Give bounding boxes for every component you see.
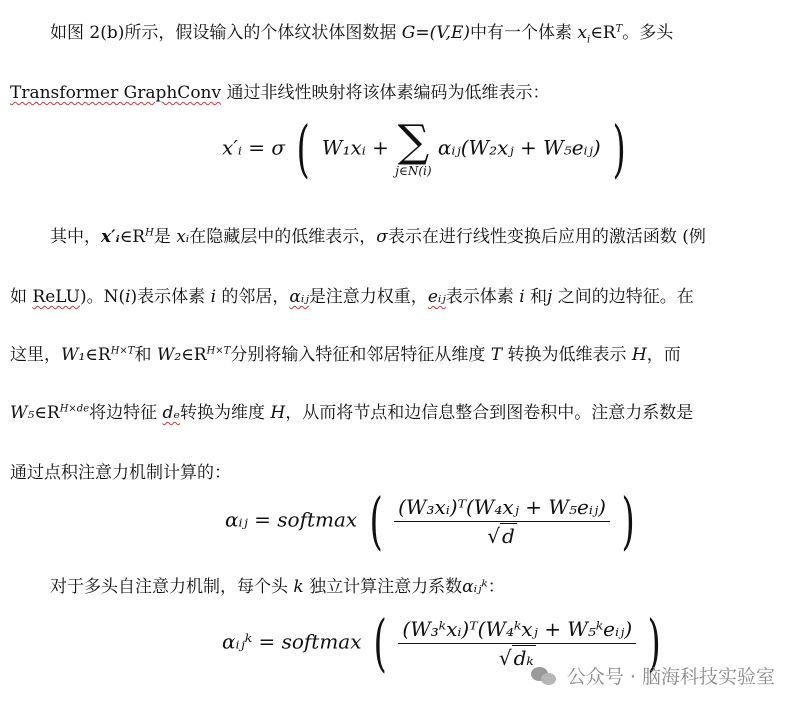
paragraph-2-line-1 xyxy=(50,222,795,247)
text: 转换为低维表示 xyxy=(502,345,632,365)
text: 和 xyxy=(134,345,157,365)
text: 对于多头自注意力机制，每个头 xyxy=(50,577,294,597)
w5-symbol: W₅ xyxy=(10,403,35,423)
i-symbol: i xyxy=(125,287,131,307)
relu-term: ReLU xyxy=(32,287,80,307)
i-symbol: i xyxy=(519,287,525,307)
eq1-lhs: x′ᵢ = σ xyxy=(222,135,285,160)
text: ∈R xyxy=(34,403,60,423)
equation-2 xyxy=(225,484,641,557)
text: )表示体素 xyxy=(130,287,211,307)
watermark-text: 公众号 · 脑海科技实验室 xyxy=(566,666,775,688)
text: ，从而将节点和边信息整合到图卷积中。注意力系数是 xyxy=(285,403,694,423)
paragraph-3 xyxy=(50,572,795,597)
text: 。多头 xyxy=(622,23,674,43)
text: ，而 xyxy=(646,345,681,365)
k-symbol: k xyxy=(293,577,304,597)
alpha-ijk: αᵢⱼᵏ xyxy=(462,577,488,597)
paragraph-2-line-4 xyxy=(10,398,785,423)
text: ∈R xyxy=(590,23,616,43)
sqrt-symbol: √ xyxy=(498,645,512,670)
eq1-term1: W₁xᵢ + xyxy=(321,135,389,160)
numerator: (W₃xᵢ)ᵀ(W₄xⱼ + W₅eᵢⱼ) xyxy=(394,495,610,522)
xi-symbol: xᵢ xyxy=(176,227,190,247)
paragraph-2-line-3 xyxy=(10,340,785,365)
text: 的邻居， xyxy=(216,287,290,307)
superscript: H×de xyxy=(59,403,90,415)
left-paren: ( xyxy=(373,606,387,679)
paragraph-2-line-2 xyxy=(10,282,785,307)
text: 表示体素 xyxy=(445,287,520,307)
text: 其中， xyxy=(50,227,101,247)
text: 之间的边特征。在 xyxy=(552,287,694,307)
eq2-lhs: αᵢⱼ = softmax xyxy=(225,507,358,532)
text: 通过非线性映射将该体素编码为低维表示： xyxy=(221,83,550,103)
text: 如 xyxy=(10,287,33,307)
numerator: (W₃ᵏxᵢ)ᵀ(W₄ᵏxⱼ + W₅ᵏeᵢⱼ) xyxy=(398,617,636,644)
text: 这里， xyxy=(10,345,61,365)
text: 如图 2(b)所示，假设输入的个体纹状体图数据 xyxy=(50,23,402,43)
xi-prime: x′ᵢ xyxy=(101,227,120,247)
right-paren: ) xyxy=(647,606,662,679)
text: 分别将输入特征和邻居特征从维度 xyxy=(230,345,491,365)
text: 通过点积注意力机制计算的： xyxy=(10,463,231,483)
denominator: d xyxy=(502,523,515,548)
text: ∈R xyxy=(85,345,111,365)
eq3-lhs: αᵢⱼᵏ = softmax xyxy=(222,629,362,654)
paragraph-1-line-2 xyxy=(10,78,785,103)
text: 将边特征 xyxy=(89,403,163,423)
wechat-icon xyxy=(531,665,559,687)
text: 表示在进行线性变换后应用的激活函数 (例 xyxy=(387,227,706,247)
text: 独立计算注意力系数 xyxy=(303,577,463,597)
superscript: H xyxy=(145,227,154,239)
text: )。N( xyxy=(79,287,126,307)
w1-symbol: W₁ xyxy=(61,345,86,365)
j-symbol: j xyxy=(547,287,553,307)
alpha-ij: αᵢⱼ xyxy=(289,287,309,307)
text: 在隐藏层中的低维表示， xyxy=(189,227,377,247)
superscript: H×T xyxy=(206,345,231,357)
sum-index: j∈N(i) xyxy=(395,164,432,178)
text: ： xyxy=(487,577,505,597)
e-ij: eᵢⱼ xyxy=(427,287,446,307)
i-symbol: i xyxy=(210,287,217,307)
sqrt-symbol: √ xyxy=(487,523,500,548)
right-paren: ) xyxy=(621,484,636,557)
graph-symbol: G=(V,E) xyxy=(401,23,470,43)
sigma-symbol: σ xyxy=(376,227,388,247)
sum-symbol: ∑ xyxy=(397,116,430,167)
de-symbol: dₑ xyxy=(162,403,180,423)
text: 是 xyxy=(153,227,177,247)
text: 是注意力权重， xyxy=(308,287,428,307)
paragraph-2-line-5 xyxy=(10,458,785,483)
superscript: H×T xyxy=(110,345,135,357)
paragraph-1-line-1: 如图 2(b)所示，假设输入的个体纹状体图数据 G=(V,E)中有一个体素 $x_i\in R^T$。多头 xyxy=(50,23,674,46)
denominator: dₖ xyxy=(513,645,534,670)
left-paren: ( xyxy=(369,484,383,557)
eq1-term2: αᵢⱼ(W₂xⱼ + W₅eᵢⱼ) xyxy=(437,135,601,160)
text: ∈R xyxy=(181,345,207,365)
h-symbol: H xyxy=(270,403,286,423)
h-symbol: H xyxy=(631,345,647,365)
right-paren: ) xyxy=(612,112,626,185)
text: 转换为维度 xyxy=(179,403,271,423)
w2-symbol: W₂ xyxy=(156,345,182,365)
equation-1 xyxy=(222,112,631,185)
summation xyxy=(395,116,432,178)
t-symbol: T xyxy=(490,345,503,365)
model-name: Transformer GraphConv xyxy=(10,83,222,103)
xi-symbol: x xyxy=(577,23,587,43)
left-paren: ( xyxy=(296,112,311,185)
text: 中有一个体素 xyxy=(470,23,578,43)
superscript: T xyxy=(615,23,623,35)
text: 和 xyxy=(524,287,548,307)
fraction xyxy=(394,495,610,548)
text: ∈R xyxy=(119,227,146,247)
watermark xyxy=(531,662,775,689)
